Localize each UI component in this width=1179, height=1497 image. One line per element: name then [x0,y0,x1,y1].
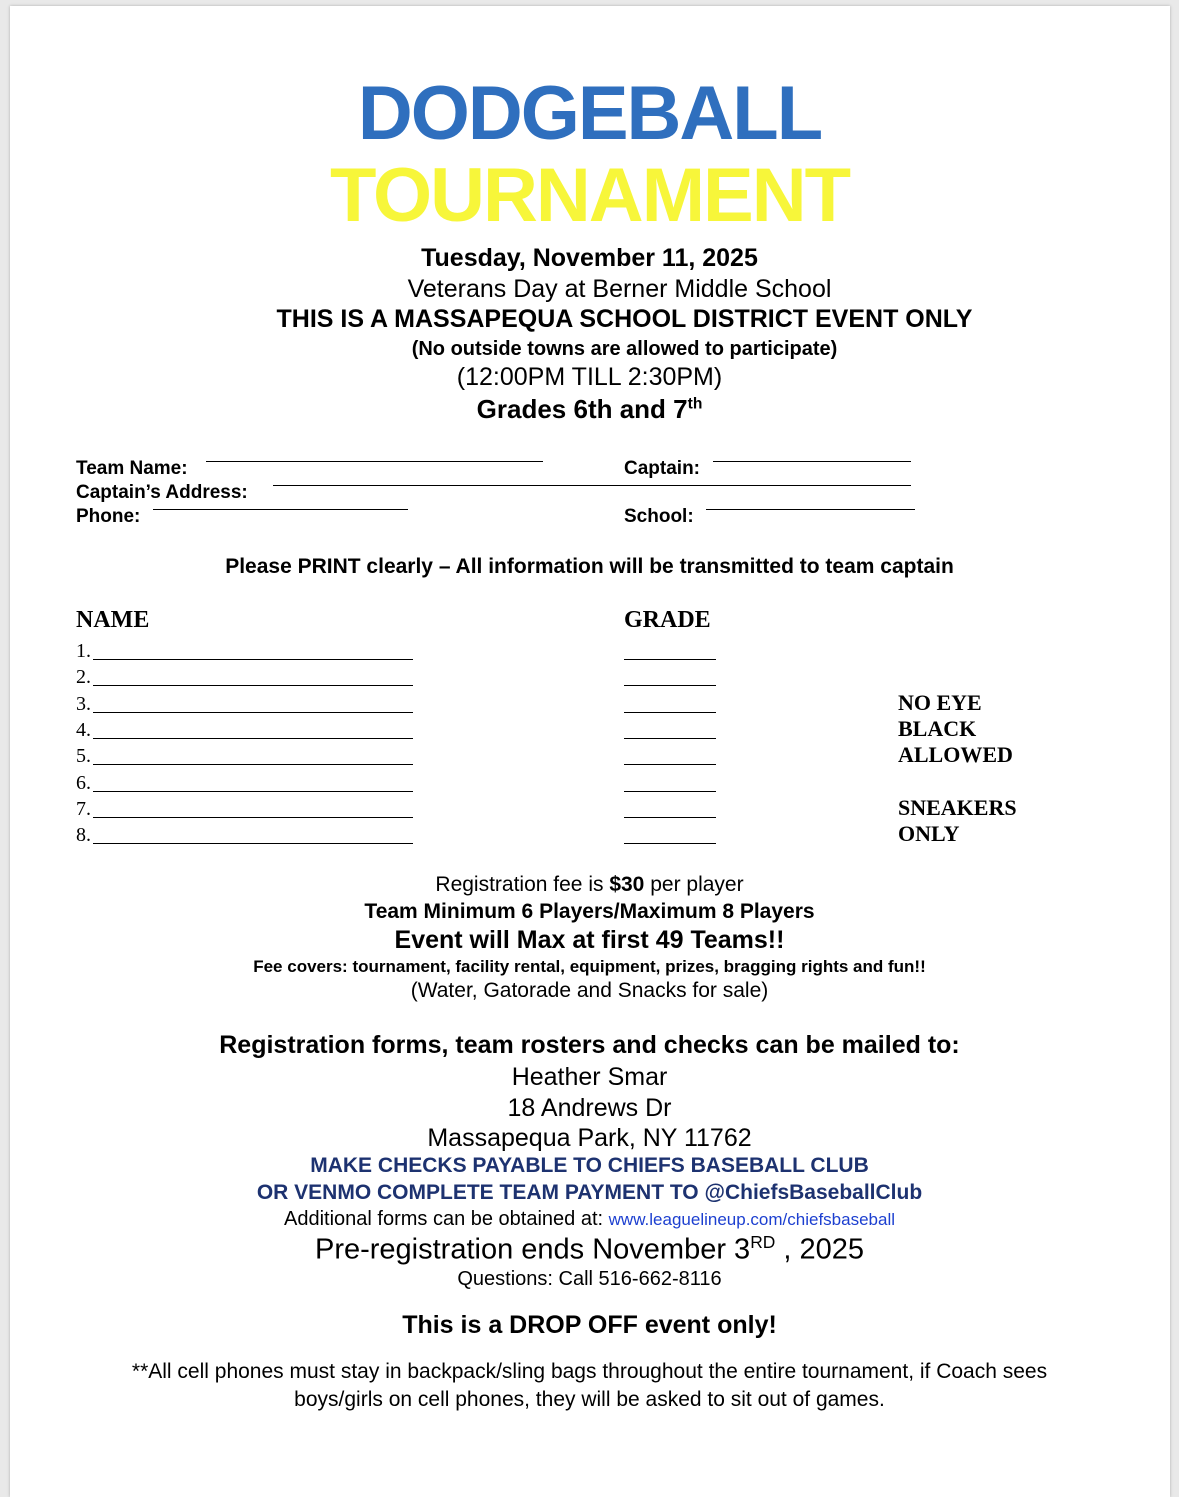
phones-rule-line1: **All cell phones must stay in backpack/sling bags throughout the entire tournament, if Coach sees [131,1360,1048,1383]
phone-label: Phone: [76,506,141,527]
max-teams: Event will Max at first 49 Teams!! [394,926,785,954]
outside-towns-notice: (No outside towns are allowed to participate) [411,338,838,360]
roster-row-number: 1. [76,640,91,662]
mailing-city: Massapequa Park, NY 11762 [427,1124,752,1152]
mailing-heading: Registration forms, team rosters and checks can be mailed to: [219,1031,960,1059]
mailing-street: 18 Andrews Dr [507,1094,672,1122]
rule-sneakers-line1: SNEAKERS [898,795,1017,820]
additional-forms: Additional forms can be obtained at: www.leaguelineup.com/chiefsbaseball [284,1208,895,1230]
drop-off-notice: This is a DROP OFF event only! [402,1311,777,1339]
event-venue: Veterans Day at Berner Middle School [407,275,832,303]
captain-field[interactable] [713,461,911,462]
roster-row-number: 6. [76,772,91,794]
player-grade-field[interactable] [624,685,716,686]
roster-row-number: 5. [76,745,91,767]
forms-link[interactable]: www.leaguelineup.com/chiefsbaseball [608,1210,895,1229]
grades: Grades 6th and 7th [476,394,703,424]
grade-column-header: GRADE [624,607,711,633]
player-grade-field[interactable] [624,712,716,713]
roster-row-number: 4. [76,719,91,741]
pre-registration: Pre-registration ends November 3RD , 2025 [314,1232,864,1266]
captain-address-label: Captain’s Address: [76,482,248,503]
team-size: Team Minimum 6 Players/Maximum 8 Players [364,900,815,923]
phone-field[interactable] [153,509,408,510]
player-grade-field[interactable] [624,738,716,739]
player-grade-field[interactable] [624,817,716,818]
player-name-field[interactable] [93,764,413,765]
team-name-label: Team Name: [76,458,188,479]
registration-fee: Registration fee is $30 per player [435,873,744,896]
player-name-field[interactable] [93,712,413,713]
event-time: (12:00PM TILL 2:30PM) [456,363,723,391]
captain-address-field[interactable] [273,485,911,486]
questions-phone: Questions: Call 516-662-8116 [457,1268,722,1290]
mailing-name: Heather Smar [511,1063,668,1091]
player-name-field[interactable] [93,817,413,818]
school-field[interactable] [706,509,915,510]
player-grade-field[interactable] [624,659,716,660]
title-tournament: TOURNAMENT [329,153,849,238]
roster-row-number: 8. [76,824,91,846]
player-grade-field[interactable] [624,764,716,765]
rule-no-eye-black-line3: ALLOWED [898,742,1013,767]
fee-covers: Fee covers: tournament, facility rental, equipment, prizes, bragging rights and fun!! [253,957,926,976]
phones-rule-line2: boys/girls on cell phones, they will be asked to sit out of games. [294,1388,885,1411]
rule-no-eye-black-line2: BLACK [898,716,977,741]
school-label: School: [624,506,694,527]
player-name-field[interactable] [93,791,413,792]
roster-row-number: 2. [76,666,91,688]
player-name-field[interactable] [93,659,413,660]
captain-label: Captain: [624,458,700,479]
event-date: Tuesday, November 11, 2025 [421,244,758,272]
venmo-payment: OR VENMO COMPLETE TEAM PAYMENT TO @ChiefsBaseballClub [256,1181,923,1204]
snacks-note: (Water, Gatorade and Snacks for sale) [410,979,769,1002]
print-notice: Please PRINT clearly – All information will be transmitted to team captain [225,555,954,578]
district-notice: THIS IS A MASSAPEQUA SCHOOL DISTRICT EVENT ONLY [276,305,973,333]
checks-payable: MAKE CHECKS PAYABLE TO CHIEFS BASEBALL CLUB [310,1154,869,1177]
rule-no-eye-black-line1: NO EYE [898,690,982,715]
title-dodgeball: DODGEBALL [357,71,822,156]
player-name-field[interactable] [93,738,413,739]
roster-row-number: 3. [76,693,91,715]
team-name-field[interactable] [206,461,543,462]
player-grade-field[interactable] [624,843,716,844]
rule-sneakers-line2: ONLY [898,821,960,846]
roster-row-number: 7. [76,798,91,820]
player-name-field[interactable] [93,843,413,844]
player-name-field[interactable] [93,685,413,686]
player-grade-field[interactable] [624,791,716,792]
name-column-header: NAME [76,607,150,633]
